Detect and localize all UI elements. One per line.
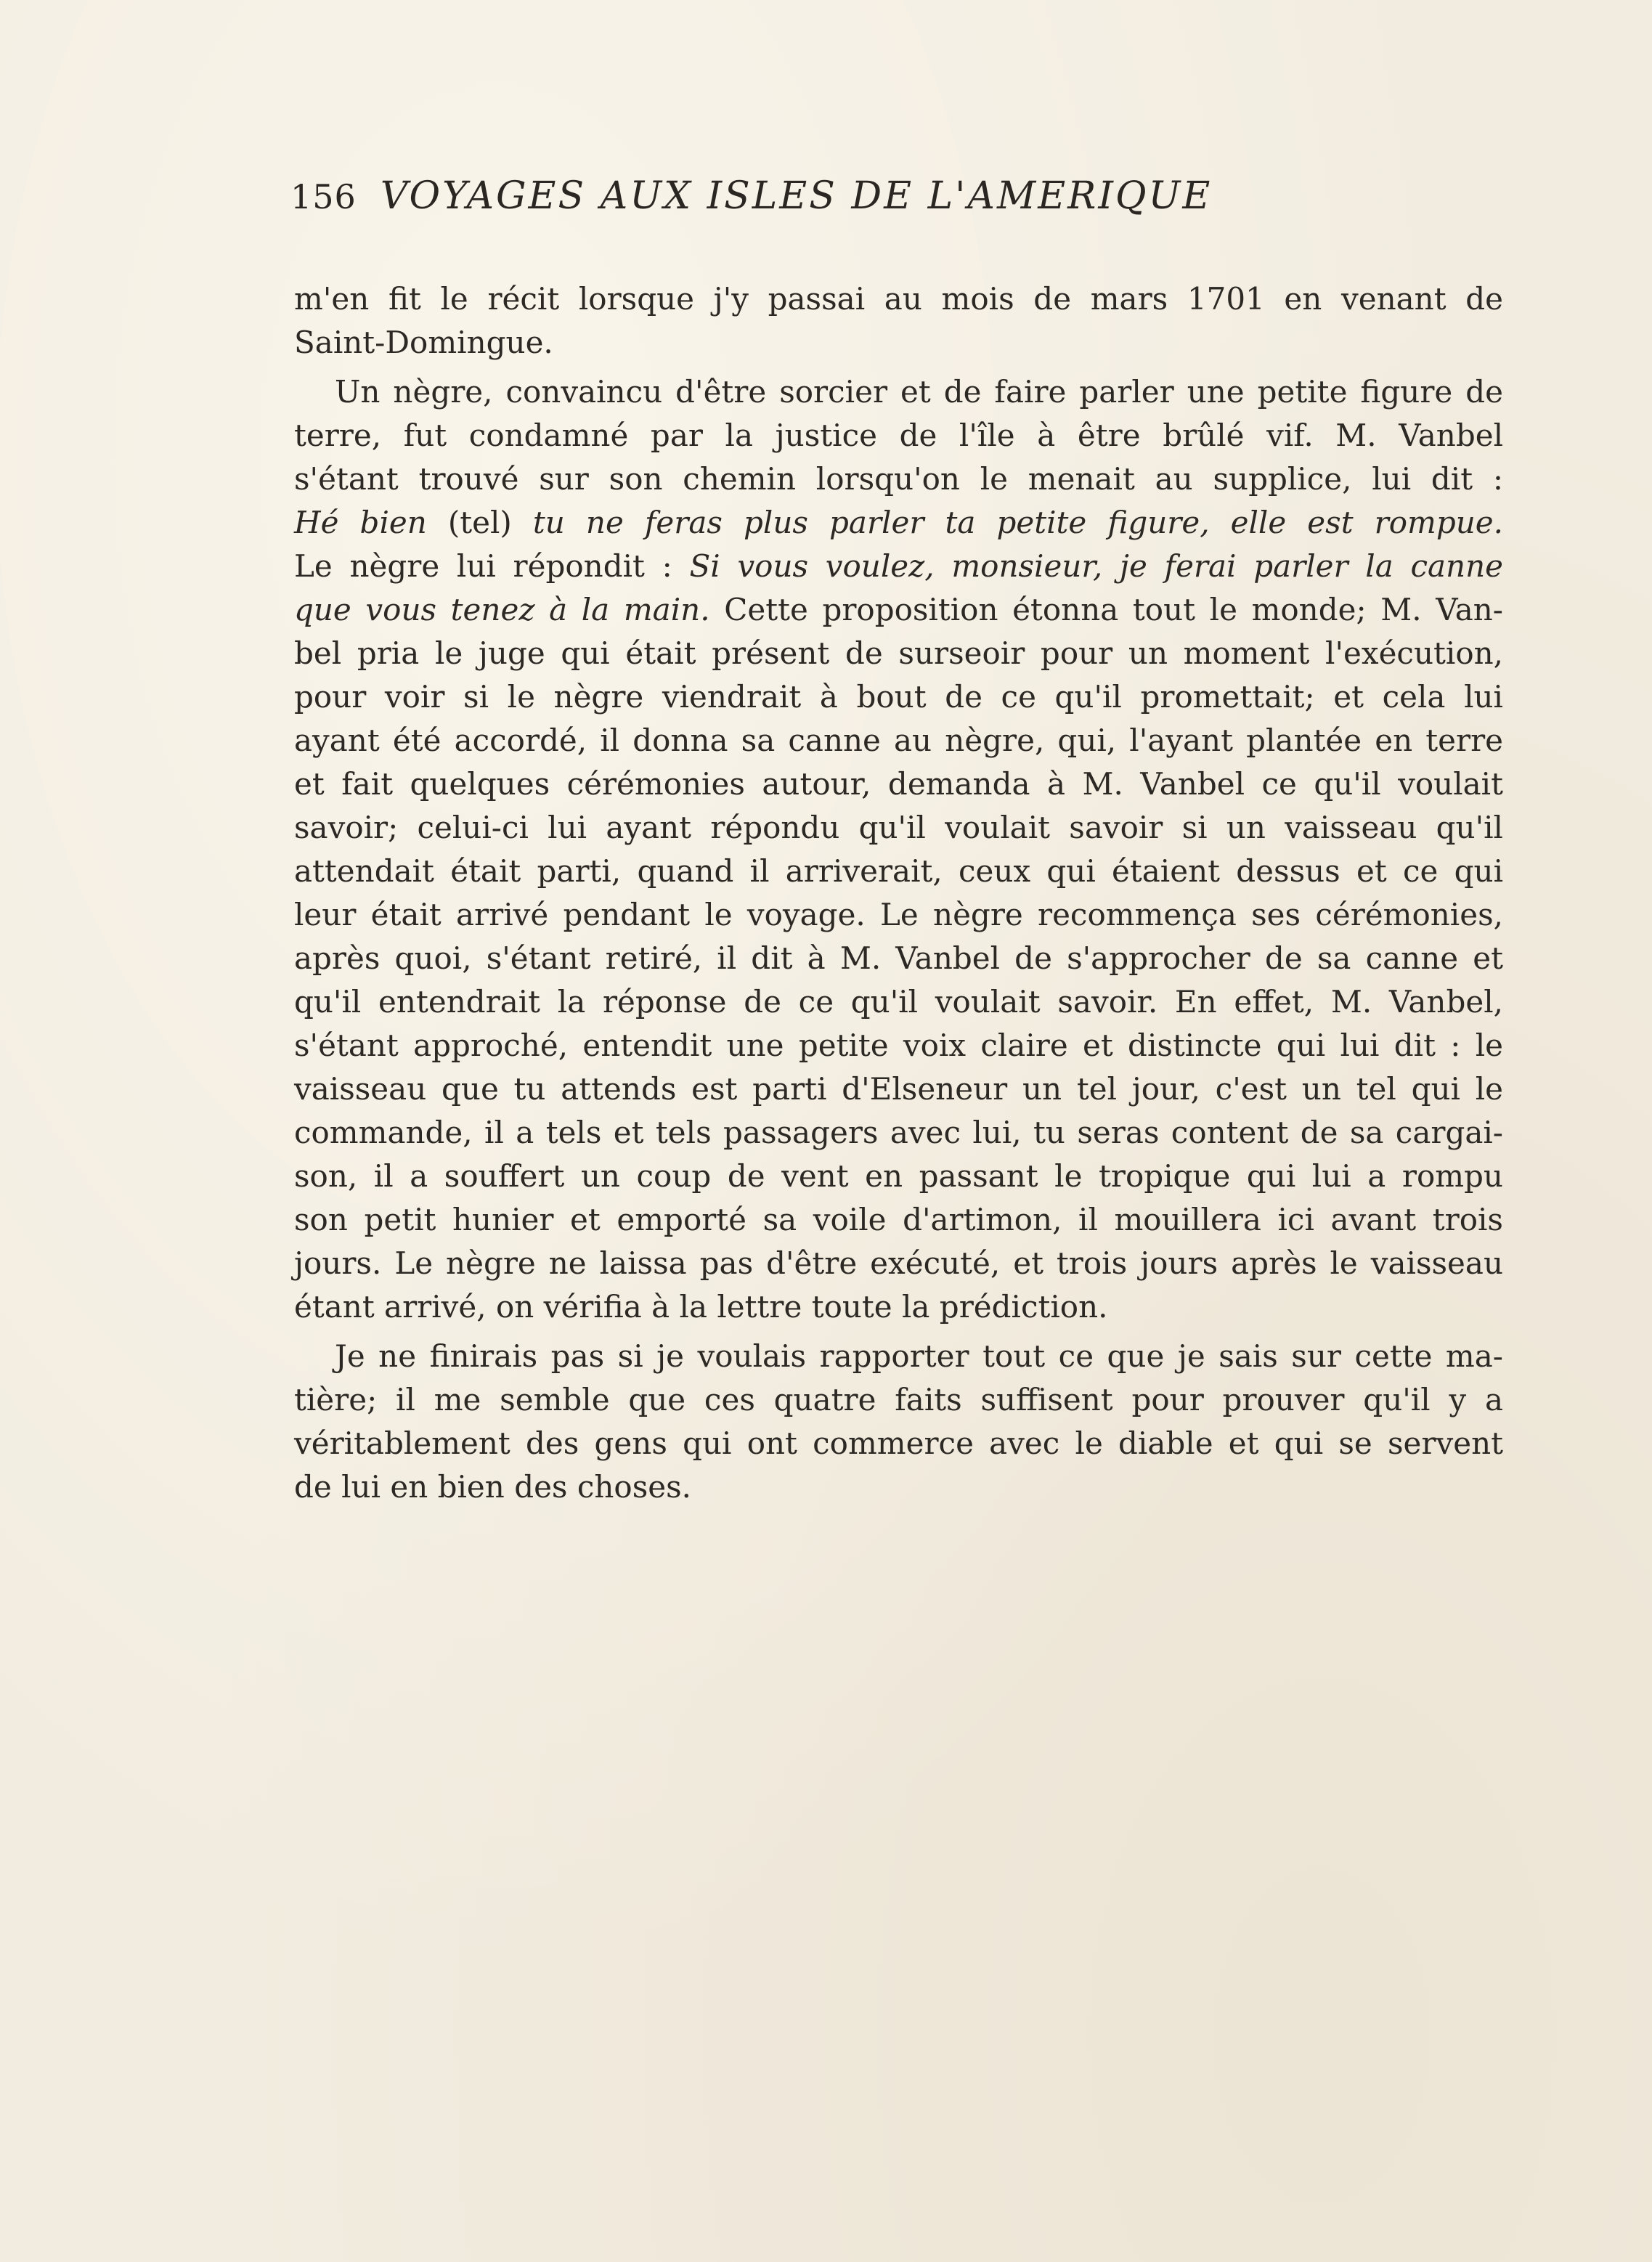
text-line: commande, il a tels et tels passagers avec lui, tu seras content de sa cargai- xyxy=(294,1115,1503,1150)
text-line: jours. Le nègre ne laissa pas d'être exécuté, et trois jours après le vaisseau xyxy=(294,1245,1503,1281)
italic-text: tu ne feras plus parler ta petite figure, elle est rompue. xyxy=(532,505,1503,540)
text-segment: (tel) xyxy=(447,505,512,540)
text-line: ayant été accordé, il donna sa canne au nègre, qui, l'ayant plantée en terre xyxy=(294,723,1503,758)
text-line: après quoi, s'étant retiré, il dit à M. Vanbel de s'approcher de sa canne et xyxy=(294,940,1503,976)
text-line xyxy=(294,501,1503,545)
text-line: terre, fut condamné par la justice de l'île à être brûlé vif. M. Vanbel xyxy=(294,418,1503,453)
text-line: s'étant trouvé sur son chemin lorsqu'on le menait au supplice, lui dit : xyxy=(294,461,1503,497)
text-line: et fait quelques cérémonies autour, demanda à M. Vanbel ce qu'il voulait xyxy=(294,766,1503,802)
text-segment: Le nègre lui répondit : xyxy=(294,548,672,584)
text-line: tière; il me semble que ces quatre faits suffisent pour prouver qu'il y a xyxy=(294,1382,1503,1417)
text-line xyxy=(294,588,1503,632)
italic-text: Si vous voulez, monsieur, je ferai parler la canne xyxy=(689,548,1503,584)
text-line: qu'il entendrait la réponse de ce qu'il voulait savoir. En effet, M. Vanbel, xyxy=(294,984,1503,1020)
paragraph xyxy=(294,1335,1503,1509)
text-line: de lui en bien des choses. xyxy=(294,1469,692,1505)
running-title: VOYAGES AUX ISLES DE L'AMERIQUE xyxy=(380,174,1213,218)
paragraph xyxy=(294,370,1503,1329)
page-number: 156 xyxy=(290,177,357,216)
text-line: Un nègre, convaincu d'être sorcier et de faire parler une petite figure de xyxy=(335,374,1503,410)
text-line: vaisseau que tu attends est parti d'Elseneur un tel jour, c'est un tel qui le xyxy=(294,1071,1503,1107)
text-line: Je ne finirais pas si je voulais rapporter tout ce que je sais sur cette ma- xyxy=(335,1338,1503,1374)
text-segment: Cette proposition étonna tout le monde; M. Van- xyxy=(724,592,1503,627)
text-line: attendait était parti, quand il arriverait, ceux qui étaient dessus et ce qui xyxy=(294,853,1503,889)
text-line: son, il a souffert un coup de vent en passant le tropique qui lui a rompu xyxy=(294,1158,1503,1194)
paragraph xyxy=(294,277,1503,365)
text-line: leur était arrivé pendant le voyage. Le nègre recommença ses cérémonies, xyxy=(294,897,1503,932)
text-line: s'étant approché, entendit une petite voix claire et distincte qui lui dit : le xyxy=(294,1028,1503,1063)
italic-text: que vous tenez à la main. xyxy=(294,592,710,627)
page-header xyxy=(290,174,1409,232)
text-line: pour voir si le nègre viendrait à bout de ce qu'il promettait; et cela lui xyxy=(294,679,1503,715)
text-line: savoir; celui-ci lui ayant répondu qu'il voulait savoir si un vaisseau qu'il xyxy=(294,810,1503,845)
italic-text: Hé bien xyxy=(294,505,427,540)
text-line: véritablement des gens qui ont commerce avec le diable et qui se servent xyxy=(294,1425,1503,1461)
text-line: Saint-Domingue. xyxy=(294,325,553,360)
body-text xyxy=(294,277,1503,1515)
text-line xyxy=(294,545,1503,588)
text-line: son petit hunier et emporté sa voile d'artimon, il mouillera ici avant trois xyxy=(294,1202,1503,1237)
text-line: étant arrivé, on vérifia à la lettre toute la prédiction. xyxy=(294,1289,1108,1325)
text-line: m'en fit le récit lorsque j'y passai au mois de mars 1701 en venant de xyxy=(294,281,1503,317)
text-line: bel pria le juge qui était présent de surseoir pour un moment l'exécution, xyxy=(294,635,1503,671)
